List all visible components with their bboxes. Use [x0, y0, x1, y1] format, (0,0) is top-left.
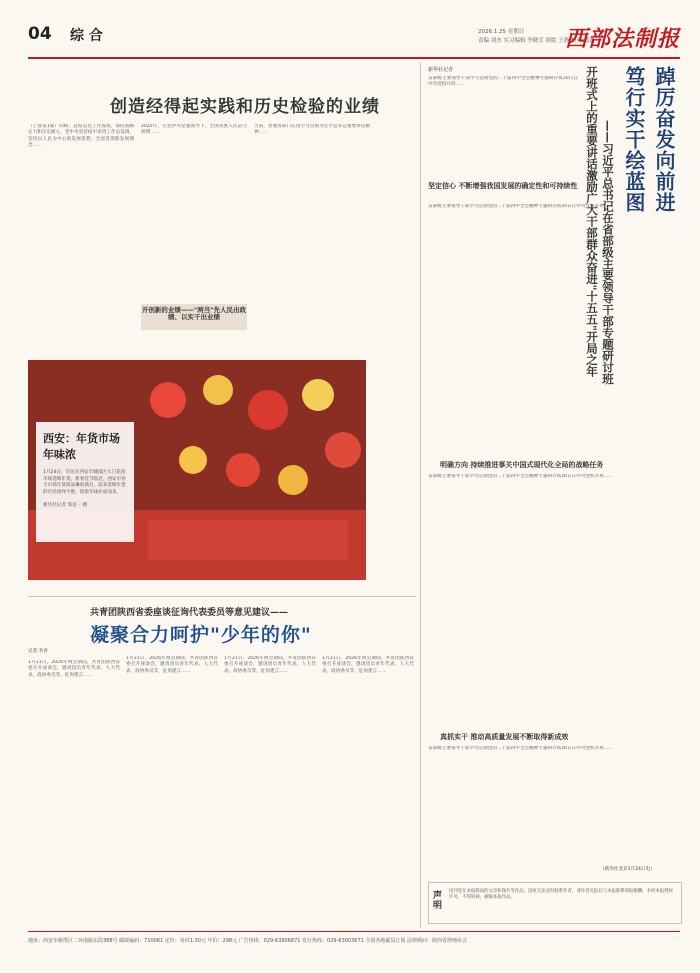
photo-caption-box — [36, 422, 134, 542]
sidebar-heading-3: 真抓实干 推动高质量发展不断取得新成效 — [440, 733, 569, 741]
footer-label: 声明 — [433, 891, 443, 911]
vertical-separator — [420, 62, 421, 928]
sidebar-title-1: 踔厉奋发向前进 — [652, 66, 676, 213]
sidebar-heading-2: 明确方向 持续推进事关中国式现代化全局的战略任务 — [440, 461, 604, 469]
sidebar-body-1: 省部级主要领导干部学习贯彻党的二十届四中全会精神专题研讨班20日在中央党校开班…… — [428, 204, 614, 209]
article2-title: 凝聚合力呵护"少年的你" — [90, 624, 312, 646]
photo-title: 西安：年货市场年味浓 — [43, 432, 120, 461]
sidebar-label: 新华社记者 — [428, 67, 454, 73]
article1-subheading: 开创新的业绩——"两当"先人民出政绩、以实干出业绩 — [141, 304, 247, 330]
header-rule — [28, 57, 680, 59]
section-name: 综 合 — [70, 28, 103, 44]
photo-credit: 新华社记者 邹竞一 摄 — [43, 503, 88, 508]
page-number: 04 — [28, 24, 52, 44]
sidebar-body-2: 省部级主要领导干部学习贯彻党的二十届四中全会精神专题研讨班20日在中央党校开班…… — [428, 474, 614, 479]
article2-body-col1: 1月21日，2026年两会期间，共青团陕西省委召开座谈会，邀请团员青年代表、人大代表、政协委员等，征询建言…… — [28, 660, 120, 678]
sidebar-heading-1: 坚定信心 不断增强我国发展的确定性和可持续性 — [428, 182, 578, 190]
market-photo — [28, 360, 366, 580]
page-header — [28, 22, 680, 58]
sidebar-body-top: 省部级主要领导干部学习贯彻党的二十届四中全会精神专题研讨班20日在中央党校开班…… — [428, 76, 578, 88]
photo-caption: 1月24日，市民在西安市城南区大门花园市场选购年货。新春佳节临近，西安市各大市场年货商品琳琅满目，前来选购年货的市民络绎不绝，浓浓年味扑面而来。 — [43, 470, 126, 495]
article1-body-col3: 当前，各地各部门认真学习贯彻习近平总书记重要讲话精神…… — [254, 124, 370, 136]
article2-kicker: 共青团陕西省委座谈征询代表委员等意见建议—— — [90, 608, 289, 618]
sidebar-title-2: 笃行实干绘蓝图 — [622, 66, 646, 213]
footer-text: 因刊登在本报版面的文章和图片等作品，因故无法及时联系作者，请作者见报后与本报联系领取稿酬。未经本报授权许可，不得转载、摘编本报作品。 — [449, 889, 673, 900]
horizontal-separator — [28, 596, 416, 597]
article2-body-col3: 1月21日，2026年两会期间，共青团陕西省委召开座谈会，邀请团员青年代表、人大代表、政协委员等，征询建言…… — [224, 656, 316, 674]
bottom-bar: 地址：西安市雁塔区二环南路东段388号 邮政编码：710061 定价：每份1.30元 年价：298元 广告热线：029-63906871 发行热线：029-63003671 全国各地邮局订阅 法律顾问：陕西省律师协会 — [28, 931, 680, 947]
article1-body-col1: （上接第1版）回顾、总结以往工作成绩、保持战略定力和历史耐心。党中央坚持稳中求进工作总基调，坚持以人民为中心的发展思想，全面贯彻新发展理念…… — [28, 124, 134, 148]
article2-body-col2: 1月21日，2026年两会期间，共青团陕西省委召开座谈会，邀请团员青年代表、人大代表、政协委员等，征询建言…… — [126, 656, 218, 674]
article1-headline: 创造经得起实践和历史检验的业绩 — [110, 97, 380, 117]
sidebar-subtitle-1: ——习近平总书记在省部级主要领导干部专题研讨班 — [601, 120, 615, 385]
header-meta: 2026.1.25 星期日 责编 刘杰 实习编辑 李晓芳 组版 王静 校对 郑磊 — [478, 29, 595, 44]
footer-statement — [428, 882, 682, 924]
sidebar-body-3: 省部级主要领导干部学习贯彻党的二十届四中全会精神专题研讨班20日在中央党校开班…… — [428, 746, 614, 751]
masthead: 西部法制报 — [564, 26, 680, 52]
sidebar-credit: （新华社北京1月24日电） — [600, 867, 655, 872]
article2-credit: 记者 李青 — [28, 649, 48, 654]
sidebar-subtitle-2: 开班式上的重要讲话激励广大干部群众奋进"十五五"开局之年 — [585, 66, 599, 377]
article1-body-col2: 2025年，在党中央坚强领导下，全国各族人民奋力拼搏…… — [141, 124, 247, 136]
article2-body-col4: 1月21日，2026年两会期间，共青团陕西省委召开座谈会，邀请团员青年代表、人大代表、政协委员等，征询建言…… — [322, 656, 414, 674]
